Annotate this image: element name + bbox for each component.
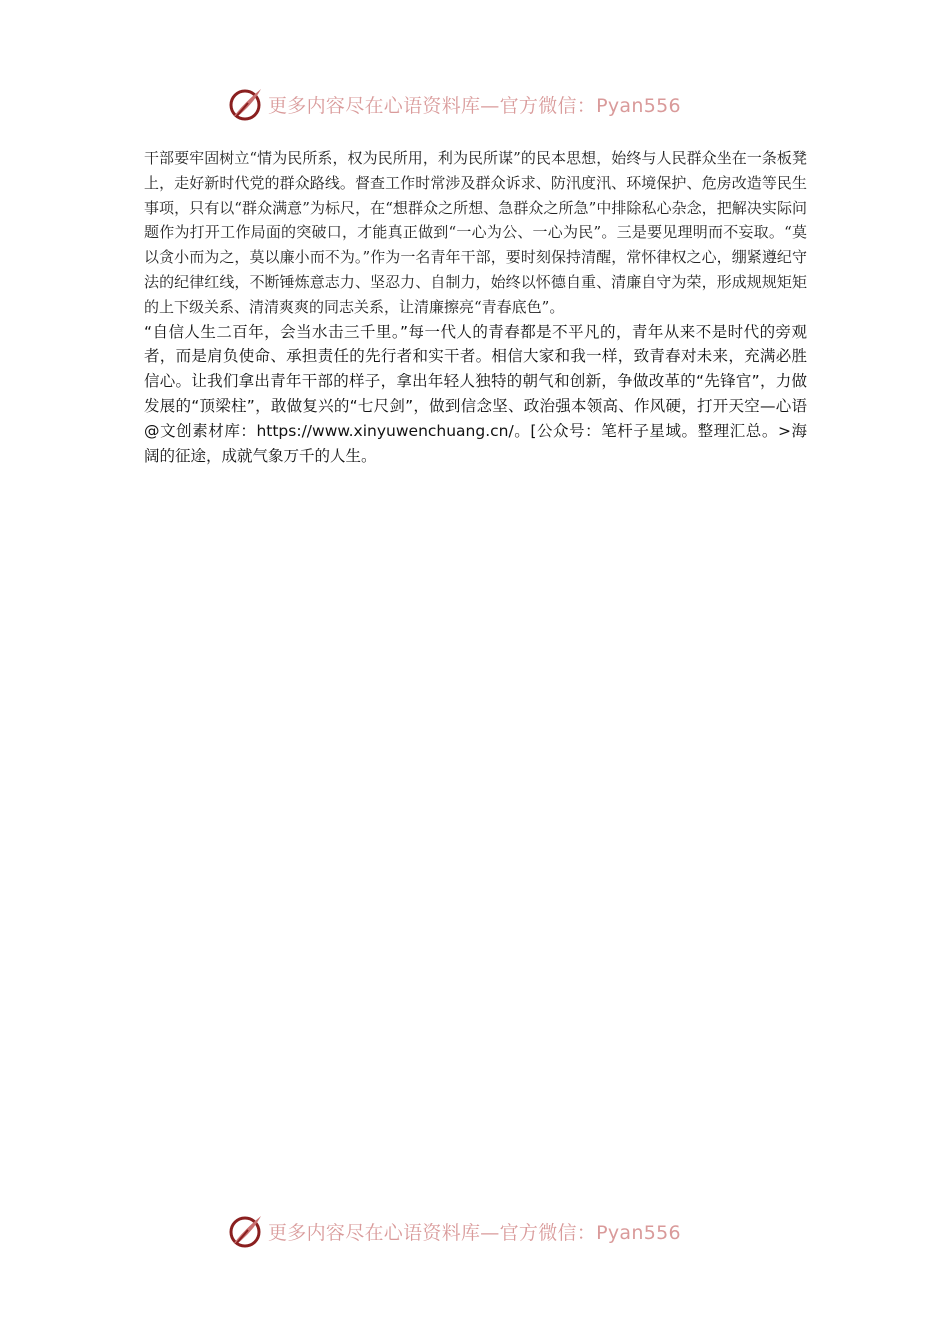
quill-pen-logo-icon [228, 86, 264, 122]
quill-pen-logo-icon [228, 1213, 264, 1249]
paragraph-1 [144, 146, 807, 320]
footer-banner [228, 1211, 728, 1251]
header-banner-text [268, 91, 681, 118]
document-body [144, 146, 807, 468]
header-banner-label: 更多内容尽在心语资料库—官方微信： [268, 94, 597, 117]
footer-banner-text [268, 1218, 681, 1245]
paragraph-1-marker: 三是 [616, 223, 648, 242]
paragraph-1-part-b: 要见理明而不妄取。“莫以贪小而为之，莫以廉小而不为。”作为一名青年干部，要时刻保持清醒，常怀律权之心，绷紧遵纪守法的纪律红线，不断锤炼意志力、坚忍力、自制力，始终以怀德自重、清廉自守为荣，形成规规矩矩的上下级关系、清清爽爽的同志关系，让清廉擦亮“青春底色”。 [144, 223, 807, 316]
header-wechat-handle: Pyan556 [596, 94, 681, 117]
footer-wechat-handle: Pyan556 [596, 1221, 681, 1244]
paragraph-1-part-a: 干部要牢固树立“情为民所系，权为民所用，利为民所谋”的民本思想，始终与人民群众坐在一条板凳上，走好新时代党的群众路线。督查工作时常涉及群众诉求、防汛度汛、环境保护、危房改造等民生事项，只有以“群众满意”为标尺，在“想群众之所想、急群众之所急”中排除私心杂念，把解决实际问题作为打开工作局面的突破口，才能真正做到“一心为公、一心为民”。 [144, 149, 807, 242]
footer-banner-label: 更多内容尽在心语资料库—官方微信： [268, 1221, 597, 1244]
header-banner [228, 84, 728, 124]
paragraph-2: “自信人生二百年，会当水击三千里。”每一代人的青春都是不平凡的，青年从来不是时代的旁观者，而是肩负使命、承担责任的先行者和实干者。相信大家和我一样，致青春对未来，充满必胜信心。让我们拿出青年干部的样子，拿出年轻人独特的朝气和创新，争做改革的“先锋官”，力做发展的“顶梁柱”，敢做复兴的“七尺剑”，做到信念坚、政治强本领高、作风硬，打开天空—心语@文创素材库：https://www.xinyuwenchuang.cn/。[公众号：笔杆子星域。整理汇总。>海阔的征途，成就气象万千的人生。 [144, 322, 807, 465]
